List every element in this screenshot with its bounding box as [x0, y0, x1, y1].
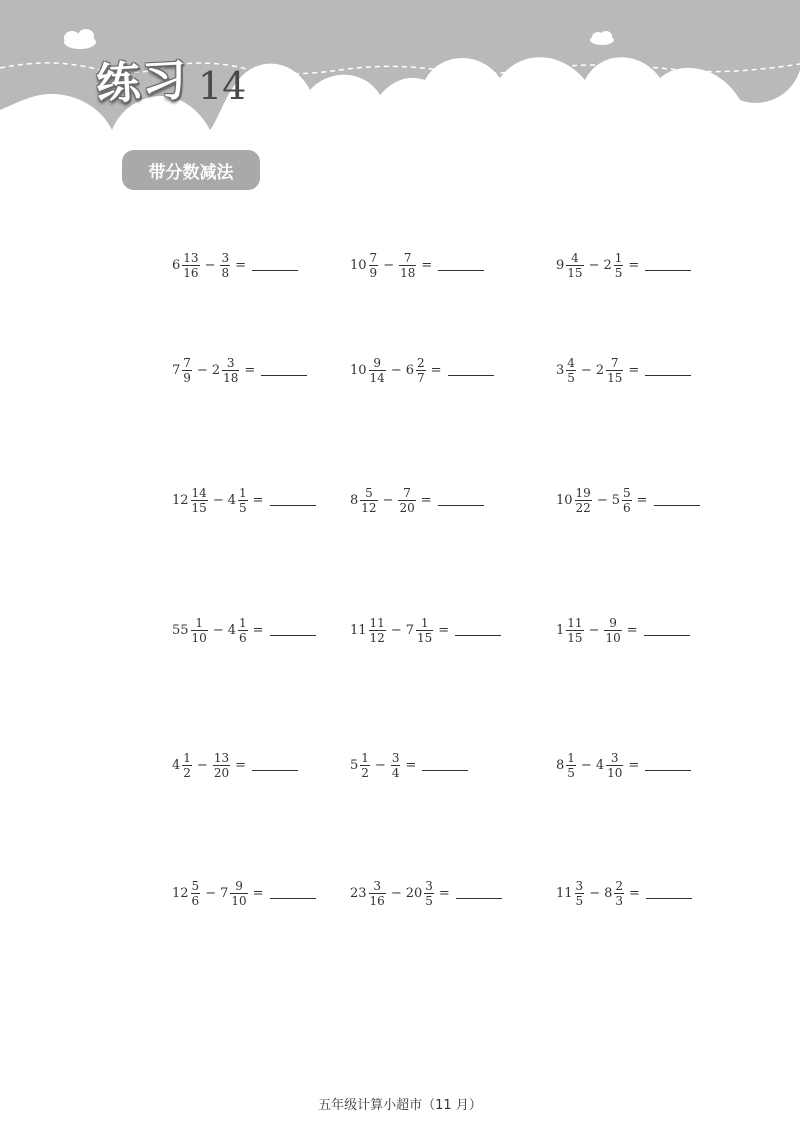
denominator: 20 [213, 765, 230, 780]
answer-blank[interactable] [270, 495, 316, 506]
equals-sign: = [628, 757, 640, 773]
mixed-number [172, 616, 209, 645]
answer-blank[interactable] [456, 888, 502, 899]
denominator: 5 [425, 893, 433, 908]
numerator: 13 [183, 250, 199, 265]
mixed-number [390, 751, 402, 780]
numerator: 3 [221, 250, 230, 265]
answer-blank[interactable] [261, 365, 307, 376]
whole-part: 8 [604, 885, 613, 901]
equals-sign: = [235, 757, 247, 773]
minus-sign: − [212, 492, 224, 508]
numerator: 7 [183, 355, 191, 370]
minus-sign: − [390, 622, 402, 638]
denominator: 6 [191, 893, 200, 908]
numerator: 3 [226, 355, 235, 370]
section-label: 带分数减法 [122, 150, 260, 190]
exercise-title-text: 练习 [94, 54, 190, 111]
mixed-number [398, 251, 417, 280]
math-problem [172, 345, 307, 395]
numerator: 1 [420, 615, 429, 630]
denominator: 4 [391, 765, 400, 780]
mixed-number [604, 879, 625, 908]
math-problem [556, 868, 692, 918]
numerator: 5 [365, 485, 373, 500]
fraction [566, 751, 576, 780]
whole-part: 7 [220, 885, 229, 901]
minus-sign: − [588, 622, 600, 638]
fraction [369, 356, 386, 385]
denominator: 18 [223, 370, 239, 385]
denominator: 7 [417, 370, 425, 385]
answer-blank[interactable] [654, 495, 700, 506]
mixed-number [350, 356, 387, 385]
fraction [575, 486, 592, 515]
numerator: 11 [369, 615, 385, 630]
whole-part: 11 [556, 885, 573, 901]
denominator: 2 [361, 765, 369, 780]
answer-blank[interactable] [455, 625, 501, 636]
fraction [604, 616, 621, 645]
numerator: 1 [614, 250, 623, 265]
whole-part: 12 [172, 885, 189, 901]
numerator: 1 [183, 750, 191, 765]
fraction [622, 486, 632, 515]
equals-sign: = [626, 622, 638, 638]
denominator: 6 [623, 500, 631, 515]
math-problem [556, 740, 691, 790]
answer-blank[interactable] [644, 625, 690, 636]
mixed-number [603, 616, 622, 645]
numerator: 1 [239, 615, 247, 630]
denominator: 5 [567, 370, 575, 385]
mixed-number [556, 356, 577, 385]
answer-blank[interactable] [646, 888, 692, 899]
numerator: 13 [213, 750, 230, 765]
whole-part: 7 [172, 362, 181, 378]
fraction [213, 751, 230, 780]
fraction [220, 251, 230, 280]
answer-blank[interactable] [422, 760, 468, 771]
answer-blank[interactable] [448, 365, 494, 376]
minus-sign: − [196, 757, 208, 773]
whole-part: 20 [405, 885, 423, 901]
numerator: 14 [191, 485, 207, 500]
whole-part: 2 [211, 362, 221, 378]
denominator: 12 [361, 500, 377, 515]
numerator: 1 [239, 485, 247, 500]
fraction [398, 486, 415, 515]
equals-sign: = [628, 257, 640, 273]
fraction [391, 751, 401, 780]
numerator: 1 [567, 750, 575, 765]
whole-part: 12 [172, 492, 189, 508]
math-problem [172, 868, 316, 918]
fraction [230, 879, 247, 908]
whole-part: 2 [603, 257, 612, 273]
whole-part: 10 [556, 492, 573, 508]
mixed-number [397, 486, 416, 515]
denominator: 8 [221, 265, 230, 280]
numerator: 2 [615, 878, 624, 893]
fraction [566, 251, 583, 280]
whole-part: 4 [227, 492, 237, 508]
numerator: 1 [361, 750, 369, 765]
numerator: 3 [373, 878, 381, 893]
numerator: 2 [417, 355, 425, 370]
whole-part: 4 [595, 757, 605, 773]
denominator: 6 [239, 630, 247, 645]
fraction [399, 251, 416, 280]
whole-part: 4 [227, 622, 237, 638]
fraction [191, 616, 208, 645]
mixed-number [219, 251, 231, 280]
minus-sign: − [204, 257, 216, 273]
whole-part: 3 [556, 362, 565, 378]
numerator: 3 [425, 878, 433, 893]
math-problem [172, 240, 298, 290]
fraction [566, 356, 576, 385]
mixed-number [596, 751, 625, 780]
numerator: 9 [235, 878, 243, 893]
denominator: 15 [191, 500, 207, 515]
math-problem [556, 345, 691, 395]
mixed-number [172, 251, 201, 280]
denominator: 5 [614, 265, 623, 280]
fraction [369, 879, 386, 908]
page-footer: 五年级计算小超市（11 月） [318, 1098, 482, 1113]
equals-sign: = [628, 362, 640, 378]
mixed-number [228, 486, 249, 515]
numerator: 4 [567, 355, 575, 370]
numerator: 19 [575, 485, 591, 500]
mixed-number [406, 616, 435, 645]
denominator: 14 [369, 370, 385, 385]
numerator: 7 [610, 355, 619, 370]
fraction [182, 751, 192, 780]
numerator: 4 [571, 250, 579, 265]
denominator: 9 [183, 370, 191, 385]
minus-sign: − [596, 492, 608, 508]
answer-blank[interactable] [438, 495, 484, 506]
fraction [606, 356, 623, 385]
numerator: 7 [369, 250, 378, 265]
denominator: 15 [567, 630, 583, 645]
whole-part: 7 [405, 622, 415, 638]
equals-sign: = [244, 362, 256, 378]
mixed-number [350, 616, 387, 645]
equals-sign: = [235, 257, 247, 273]
minus-sign: − [205, 885, 217, 901]
fraction [182, 356, 192, 385]
math-problem [556, 240, 691, 290]
fraction [424, 879, 434, 908]
whole-part: 4 [172, 757, 181, 773]
whole-part: 6 [405, 362, 415, 378]
math-problem [556, 605, 690, 655]
numerator: 7 [403, 250, 412, 265]
answer-blank[interactable] [270, 888, 316, 899]
equals-sign: = [252, 885, 264, 901]
mixed-number [220, 879, 249, 908]
denominator: 2 [183, 765, 191, 780]
equals-sign: = [421, 257, 433, 273]
numerator: 5 [191, 878, 200, 893]
denominator: 10 [605, 630, 621, 645]
mixed-number [556, 879, 585, 908]
fraction [606, 751, 623, 780]
math-problem [350, 868, 502, 918]
denominator: 20 [399, 500, 415, 515]
mixed-number [212, 751, 231, 780]
whole-part: 11 [350, 622, 367, 638]
mixed-number [350, 486, 379, 515]
whole-part: 6 [172, 257, 181, 273]
whole-part: 23 [350, 885, 367, 901]
minus-sign: − [212, 622, 224, 638]
fraction [369, 616, 386, 645]
minus-sign: − [390, 885, 402, 901]
equals-sign: = [430, 362, 442, 378]
mixed-number [350, 879, 387, 908]
math-problem [350, 740, 468, 790]
equals-sign: = [438, 622, 450, 638]
fraction [369, 251, 379, 280]
denominator: 15 [417, 630, 433, 645]
mixed-number [603, 251, 624, 280]
exercise-title [96, 50, 246, 110]
whole-part: 5 [350, 757, 359, 773]
math-problem [350, 475, 484, 525]
answer-blank[interactable] [252, 260, 298, 271]
denominator: 10 [607, 765, 623, 780]
equals-sign: = [420, 492, 432, 508]
numerator: 1 [195, 615, 203, 630]
answer-blank[interactable] [252, 760, 298, 771]
fraction [191, 486, 208, 515]
mixed-number [350, 751, 371, 780]
fraction [416, 616, 433, 645]
mixed-number [228, 616, 249, 645]
answer-blank[interactable] [645, 365, 691, 376]
minus-sign: − [588, 257, 600, 273]
fraction [360, 486, 377, 515]
equals-sign: = [252, 492, 264, 508]
fraction [360, 751, 370, 780]
denominator: 5 [239, 500, 247, 515]
minus-sign: − [589, 885, 601, 901]
denominator: 3 [615, 893, 624, 908]
whole-part: 8 [350, 492, 359, 508]
math-problem [172, 475, 316, 525]
fraction [566, 616, 583, 645]
denominator: 12 [369, 630, 385, 645]
equals-sign: = [438, 885, 450, 901]
denominator: 9 [369, 265, 378, 280]
answer-blank[interactable] [438, 260, 484, 271]
mixed-number [612, 486, 633, 515]
mixed-number [556, 616, 585, 645]
whole-part: 5 [611, 492, 621, 508]
minus-sign: − [390, 362, 402, 378]
exercise-number: 14 [198, 64, 247, 108]
fraction [575, 879, 585, 908]
math-problem [350, 345, 494, 395]
fraction [614, 251, 624, 280]
minus-sign: − [382, 492, 394, 508]
denominator: 15 [567, 265, 583, 280]
numerator: 3 [610, 750, 619, 765]
answer-blank[interactable] [645, 260, 691, 271]
fraction [182, 251, 199, 280]
equals-sign: = [636, 492, 648, 508]
whole-part: 2 [595, 362, 605, 378]
whole-part: 9 [556, 257, 565, 273]
denominator: 22 [575, 500, 591, 515]
mixed-number [406, 356, 427, 385]
numerator: 3 [391, 750, 400, 765]
mixed-number [406, 879, 435, 908]
fraction [222, 356, 239, 385]
denominator: 10 [231, 893, 247, 908]
numerator: 7 [403, 485, 411, 500]
fraction [238, 616, 248, 645]
equals-sign: = [405, 757, 417, 773]
mixed-number [172, 751, 193, 780]
answer-blank[interactable] [645, 760, 691, 771]
minus-sign: − [580, 362, 592, 378]
denominator: 16 [369, 893, 385, 908]
numerator: 5 [623, 485, 631, 500]
mixed-number [172, 486, 209, 515]
mixed-number [350, 251, 379, 280]
answer-blank[interactable] [270, 625, 316, 636]
math-problem [172, 605, 316, 655]
minus-sign: − [383, 257, 395, 273]
equals-sign: = [629, 885, 640, 901]
mixed-number [596, 356, 625, 385]
mixed-number [172, 356, 193, 385]
math-problem [556, 475, 700, 525]
denominator: 15 [607, 370, 623, 385]
minus-sign: − [196, 362, 208, 378]
whole-part: 10 [350, 257, 367, 273]
mixed-number [172, 879, 201, 908]
minus-sign: − [580, 757, 592, 773]
denominator: 16 [183, 265, 199, 280]
mixed-number [556, 751, 577, 780]
denominator: 5 [567, 765, 575, 780]
whole-part: 10 [350, 362, 367, 378]
mixed-number [556, 486, 593, 515]
equals-sign: = [252, 622, 264, 638]
numerator: 9 [609, 615, 617, 630]
fraction [614, 879, 624, 908]
numerator: 3 [575, 878, 584, 893]
denominator: 10 [191, 630, 207, 645]
math-problem [350, 240, 484, 290]
whole-part: 55 [172, 622, 189, 638]
denominator: 5 [575, 893, 584, 908]
whole-part: 8 [556, 757, 565, 773]
numerator: 11 [567, 615, 583, 630]
math-problem [172, 740, 298, 790]
whole-part: 1 [556, 622, 565, 638]
denominator: 18 [400, 265, 416, 280]
mixed-number [556, 251, 585, 280]
math-problem [350, 605, 501, 655]
fraction [416, 356, 426, 385]
numerator: 9 [373, 355, 381, 370]
cloud-icon [64, 29, 96, 49]
fraction [191, 879, 201, 908]
minus-sign: − [374, 757, 386, 773]
fraction [238, 486, 248, 515]
mixed-number [212, 356, 241, 385]
